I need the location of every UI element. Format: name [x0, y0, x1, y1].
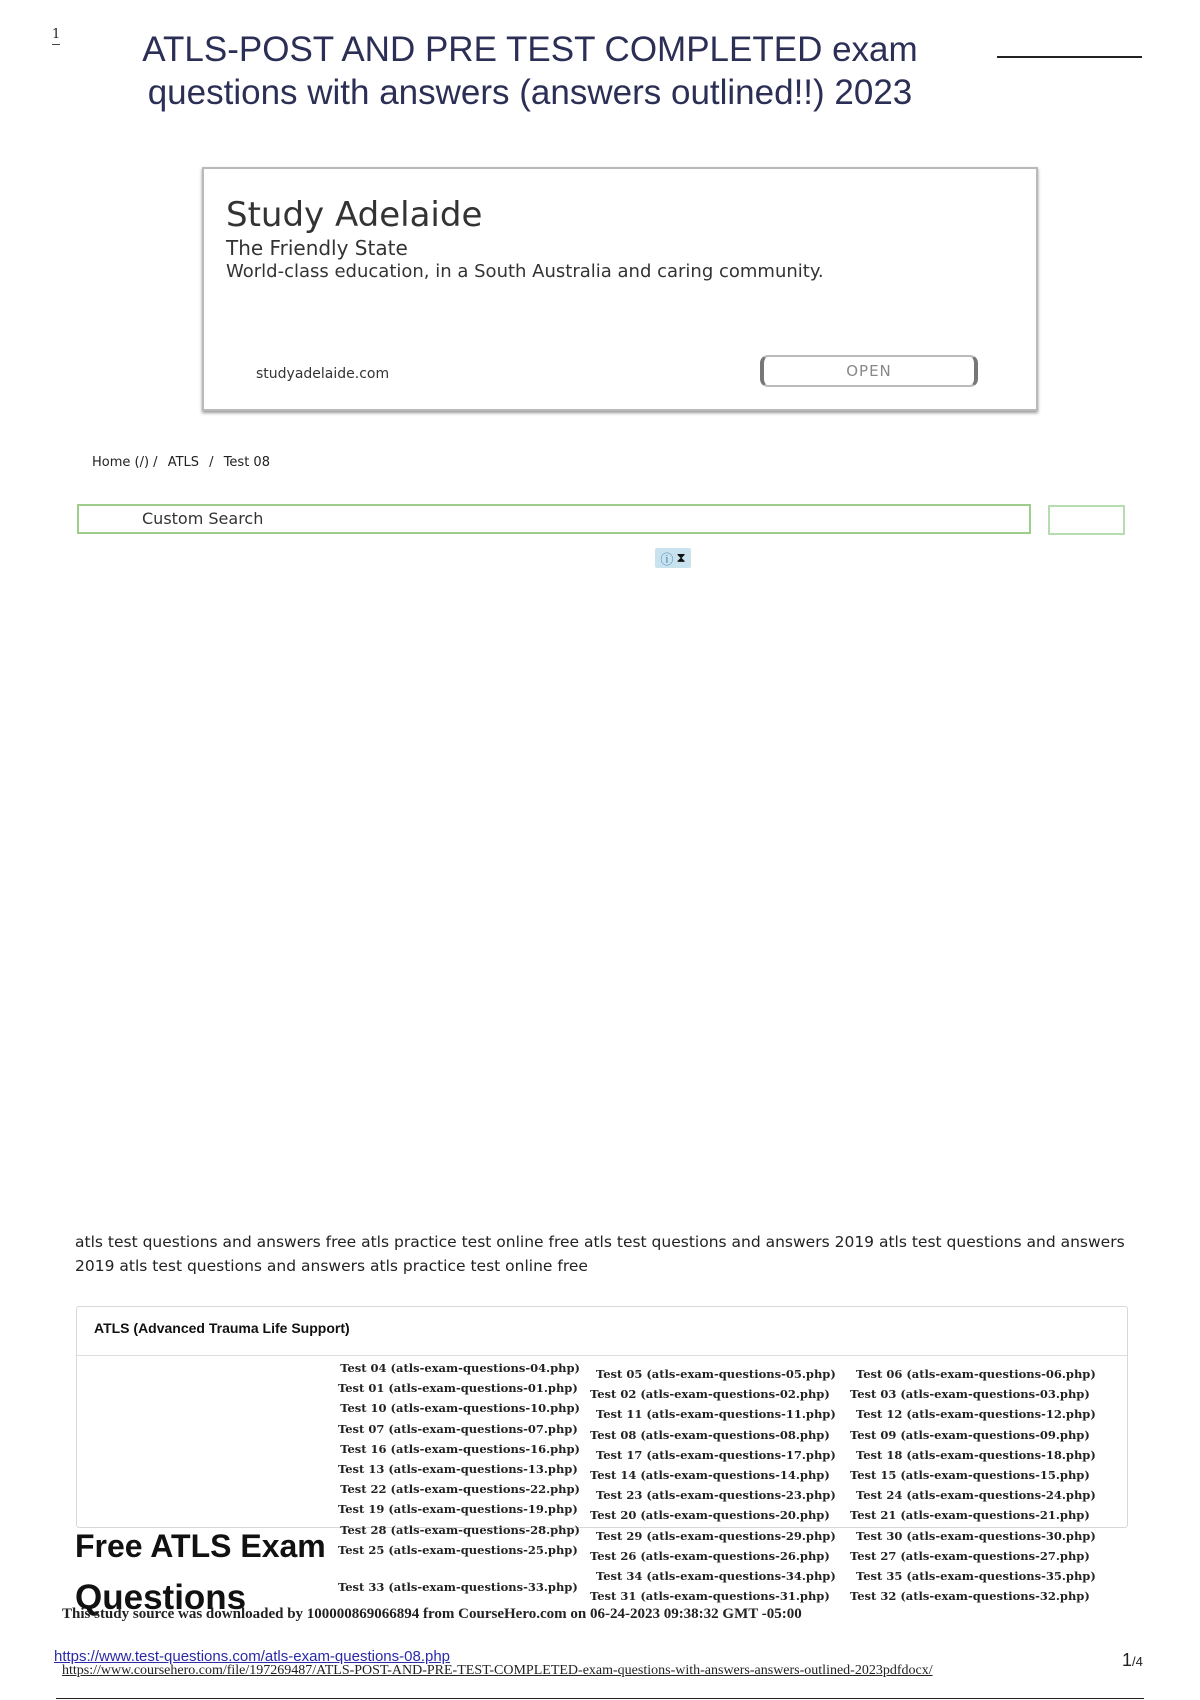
test-link[interactable]: Test 04 (atls-exam-questions-04.php) [340, 1361, 580, 1375]
test-link[interactable]: Test 34 (atls-exam-questions-34.php) [596, 1569, 836, 1584]
test-link[interactable]: Test 12 (atls-exam-questions-12.php) [856, 1407, 1096, 1422]
free-atls-heading-line2: Questions [75, 1578, 247, 1617]
advertisement[interactable] [202, 167, 1038, 411]
breadcrumb [92, 455, 276, 470]
test-link[interactable]: Test 06 (atls-exam-questions-06.php) [856, 1367, 1096, 1381]
test-link[interactable]: Test 03 (atls-exam-questions-03.php) [850, 1387, 1090, 1402]
ad-url[interactable]: studyadelaide.com [256, 366, 390, 382]
download-note: This study source was downloaded by 100000869066894 from CourseHero.com on 06-24-2023 09:38:32 GMT -05:00 [62, 1606, 802, 1622]
page-total: /4 [1132, 1654, 1143, 1669]
ad-headline[interactable]: Study Adelaide [226, 195, 483, 235]
test-link[interactable]: Test 27 (atls-exam-questions-27.php) [850, 1548, 1090, 1563]
test-link[interactable]: Test 18 (atls-exam-questions-18.php) [856, 1447, 1096, 1462]
source-link[interactable]: https://www.test-questions.com/atls-exam-questions-08.php [54, 1648, 451, 1665]
test-link[interactable]: Test 26 (atls-exam-questions-26.php) [590, 1548, 830, 1563]
test-links-column-2 [590, 1364, 846, 1606]
test-link[interactable] [338, 1560, 580, 1577]
test-link[interactable]: Test 19 (atls-exam-questions-19.php) [338, 1502, 578, 1517]
test-link[interactable]: Test 20 (atls-exam-questions-20.php) [590, 1508, 830, 1523]
test-link[interactable]: Test 22 (atls-exam-questions-22.php) [340, 1482, 580, 1497]
keywords-text: atls test questions and answers free atls practice test online free atls test questions and answers 2019 atls test questions and answers 2019 atls test questions and answers atls practice test online free [75, 1233, 1125, 1275]
test-link[interactable]: Test 33 (atls-exam-questions-33.php) [338, 1580, 578, 1595]
test-link[interactable]: Test 05 (atls-exam-questions-05.php) [596, 1367, 836, 1381]
adchoices-icon[interactable] [655, 548, 691, 568]
ad-open-button[interactable]: OPEN [760, 355, 978, 387]
test-link[interactable]: Test 08 (atls-exam-questions-08.php) [590, 1427, 830, 1442]
test-link[interactable]: Test 28 (atls-exam-questions-28.php) [340, 1522, 580, 1537]
test-link[interactable]: Test 14 (atls-exam-questions-14.php) [590, 1468, 830, 1483]
test-links-column-1 [338, 1358, 580, 1597]
panel-header [77, 1307, 1127, 1356]
ad-subhead: The Friendly State [226, 236, 408, 260]
test-link[interactable]: Test 16 (atls-exam-questions-16.php) [340, 1441, 580, 1456]
test-link[interactable]: Test 13 (atls-exam-questions-13.php) [338, 1462, 578, 1477]
test-link[interactable]: Test 29 (atls-exam-questions-29.php) [596, 1528, 836, 1543]
free-atls-heading: Free ATLS Exam [75, 1528, 326, 1564]
info-icon[interactable]: ⓘ [660, 552, 674, 568]
ad-description: World-class education, in a South Australia and caring community. [226, 261, 824, 282]
page-current: 1 [1122, 1650, 1133, 1670]
close-icon[interactable]: ⧗ [676, 550, 686, 566]
test-link[interactable]: Test 17 (atls-exam-questions-17.php) [596, 1447, 836, 1462]
test-link[interactable]: Test 30 (atls-exam-questions-30.php) [856, 1528, 1096, 1543]
title-rule [997, 56, 1142, 58]
coursehero-url[interactable]: https://www.coursehero.com/file/197269487/ATLS-POST-AND-PRE-TEST-COMPLETED-exam-questions-with-answers-answers-outlined-2023pdfdocx/ [62, 1663, 933, 1678]
breadcrumb-current: Test 08 [223, 455, 270, 470]
search-input[interactable]: Custom Search [77, 504, 1031, 534]
breadcrumb-separator: / [209, 455, 214, 470]
test-link[interactable]: Test 11 (atls-exam-questions-11.php) [596, 1407, 836, 1422]
panel-title: ATLS (Advanced Trauma Life Support) [94, 1320, 350, 1336]
coursehero-link[interactable] [62, 1663, 933, 1679]
document-title: ATLS-POST AND PRE TEST COMPLETED exam questions with answers (answers outlined!!) 2023 [142, 30, 918, 112]
bottom-rule [56, 1698, 1144, 1699]
test-link[interactable]: Test 25 (atls-exam-questions-25.php) [338, 1542, 578, 1557]
test-link[interactable]: Test 23 (atls-exam-questions-23.php) [596, 1488, 836, 1503]
test-link[interactable]: Test 31 (atls-exam-questions-31.php) [590, 1589, 830, 1604]
search-button[interactable] [1048, 505, 1125, 535]
test-link[interactable]: Test 35 (atls-exam-questions-35.php) [856, 1569, 1096, 1584]
test-link[interactable]: Test 07 (atls-exam-questions-07.php) [338, 1421, 578, 1436]
test-link[interactable]: Test 24 (atls-exam-questions-24.php) [856, 1488, 1096, 1503]
test-link[interactable]: Test 10 (atls-exam-questions-10.php) [340, 1401, 580, 1416]
test-link[interactable]: Test 21 (atls-exam-questions-21.php) [850, 1508, 1090, 1523]
test-links-column-3 [850, 1364, 1106, 1606]
breadcrumb-home[interactable]: Home (/) / [92, 455, 158, 470]
test-link[interactable]: Test 09 (atls-exam-questions-09.php) [850, 1427, 1090, 1442]
test-link[interactable]: Test 32 (atls-exam-questions-32.php) [850, 1589, 1090, 1604]
test-link[interactable]: Test 15 (atls-exam-questions-15.php) [850, 1468, 1090, 1483]
breadcrumb-atls[interactable]: ATLS [167, 455, 200, 470]
page-marker: 1 [52, 28, 60, 45]
page-count [1122, 1650, 1143, 1671]
test-link[interactable]: Test 01 (atls-exam-questions-01.php) [338, 1381, 578, 1396]
test-link[interactable]: Test 02 (atls-exam-questions-02.php) [590, 1387, 830, 1402]
